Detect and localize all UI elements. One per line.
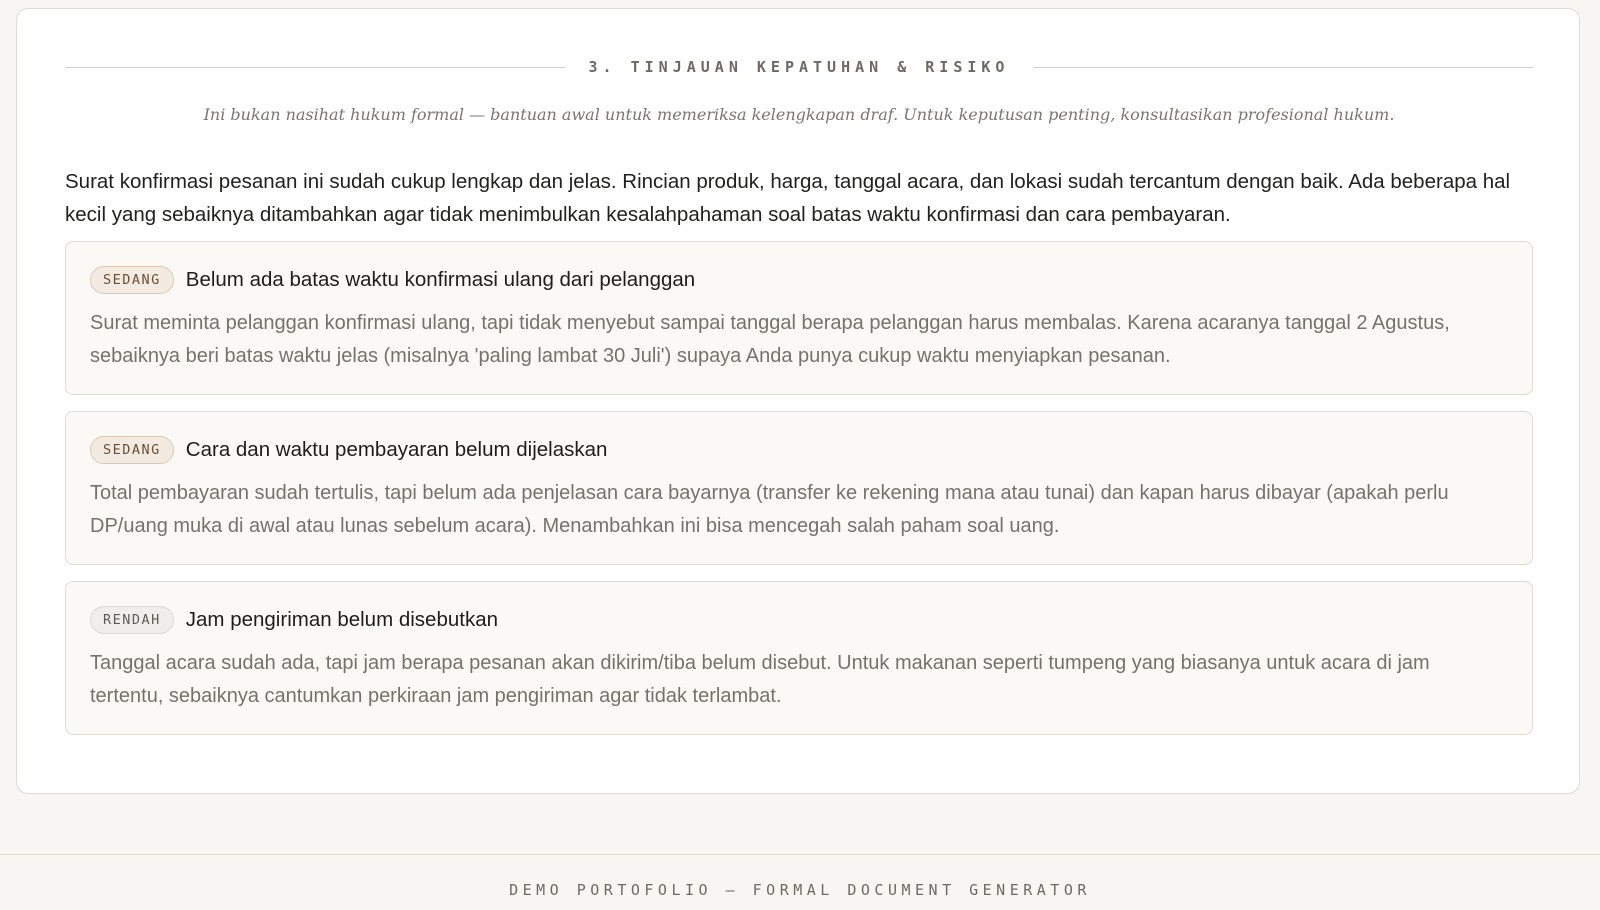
section-header	[65, 55, 1533, 79]
issue-card	[65, 241, 1533, 395]
footer-text: DEMO PORTOFOLIO — FORMAL DOCUMENT GENERATOR	[509, 881, 1091, 899]
legal-disclaimer: Ini bukan nasihat hukum formal — bantuan awal untuk memeriksa kelengkapan draf. Untuk keputusan penting, konsultasikan profesional hukum.	[203, 105, 1395, 124]
severity-badge: SEDANG	[90, 266, 174, 294]
issue-card	[65, 411, 1533, 565]
header-divider-right	[1033, 67, 1533, 68]
compliance-review-card	[16, 8, 1580, 794]
issue-description: Surat meminta pelanggan konfirmasi ulang, tapi tidak menyebut sampai tanggal berapa pelanggan harus membalas. Karena acaranya tanggal 2 Agustus, sebaiknya beri batas waktu jelas (misalnya 'paling lambat 30 Juli') supaya Anda punya cukup waktu menyiapkan pesanan.	[90, 312, 1450, 367]
issue-title: Jam pengiriman belum disebutkan	[185, 608, 499, 631]
issue-title: Belum ada batas waktu konfirmasi ulang dari pelanggan	[185, 268, 696, 291]
section-title: 3. TINJAUAN KEPATUHAN & RISIKO	[588, 58, 1010, 76]
issue-header	[90, 436, 607, 464]
issue-description: Total pembayaran sudah tertulis, tapi belum ada penjelasan cara bayarnya (transfer ke rekening mana atau tunai) dan kapan harus dibayar (apakah perlu DP/uang muka di awal atau lunas sebelum acara). Menambahkan ini bisa mencegah salah paham soal uang.	[90, 482, 1449, 537]
issue-header	[90, 266, 695, 294]
issue-card	[65, 581, 1533, 735]
issue-title: Cara dan waktu pembayaran belum dijelaskan	[185, 438, 608, 461]
severity-badge: RENDAH	[90, 606, 174, 634]
issue-description: Tanggal acara sudah ada, tapi jam berapa pesanan akan dikirim/tiba belum disebut. Untuk makanan seperti tumpeng yang biasanya untuk acara di jam tertentu, sebaiknya cantumkan perkiraan jam pengiriman agar tidak terlambat.	[90, 652, 1430, 707]
severity-badge: SEDANG	[90, 436, 174, 464]
issue-header	[90, 606, 498, 634]
review-summary: Surat konfirmasi pesanan ini sudah cukup lengkap dan jelas. Rincian produk, harga, tanggal acara, dan lokasi sudah tercantum dengan baik. Ada beberapa hal kecil yang sebaiknya ditambahkan agar tidak menimbulkan kesalahpahaman soal batas waktu konfirmasi dan cara pembayaran.	[65, 170, 1511, 226]
header-divider-left	[65, 67, 565, 68]
page-footer	[0, 854, 1600, 910]
